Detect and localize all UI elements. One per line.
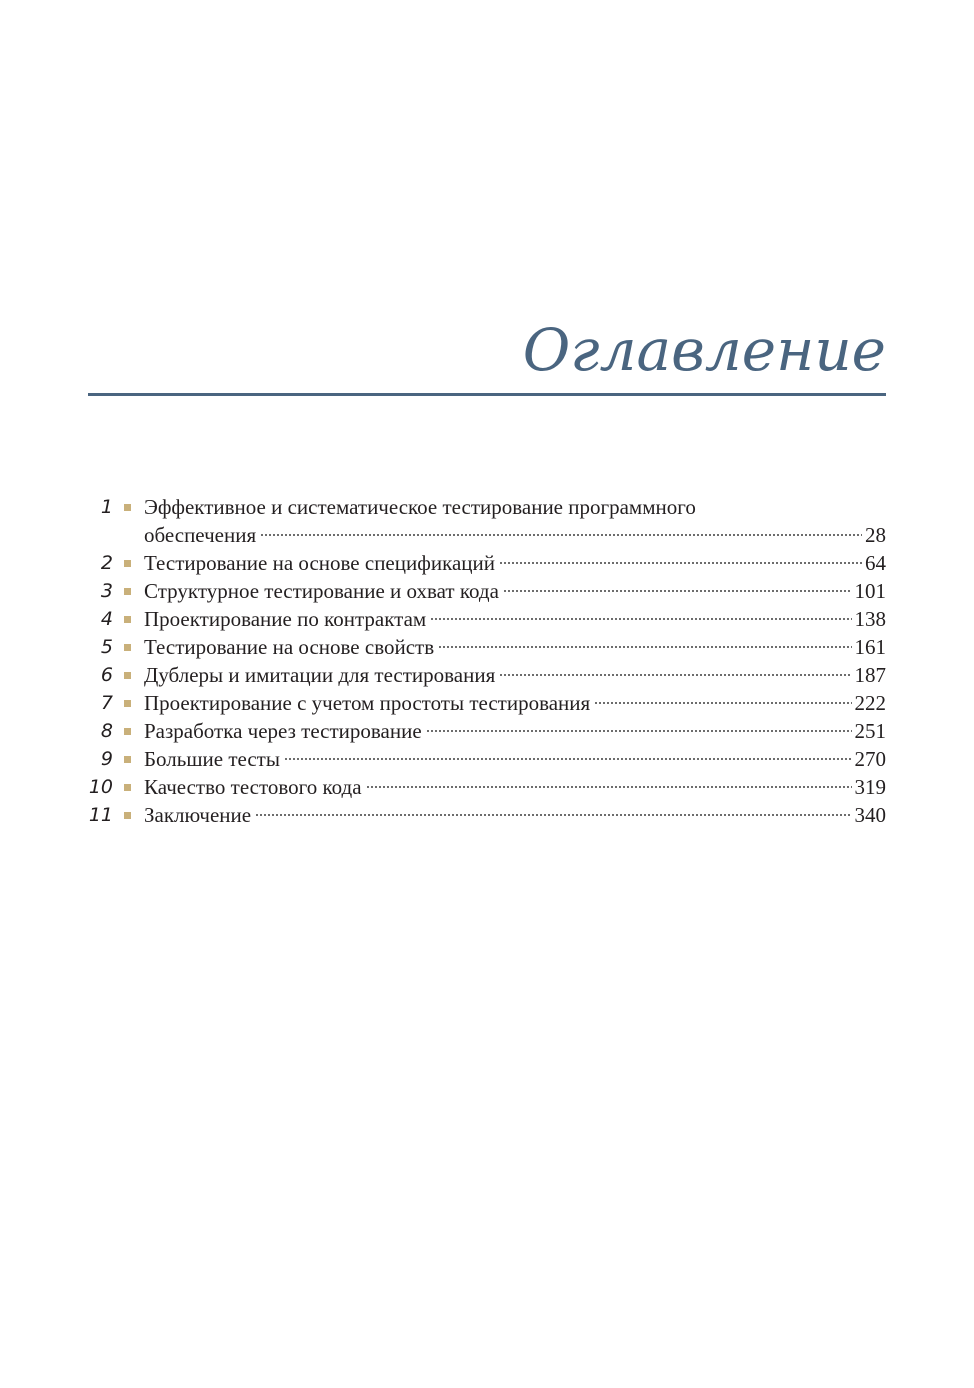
chapter-number: 11	[88, 804, 113, 826]
chapter-title: Тестирование на основе свойств	[144, 635, 435, 659]
dot-leader	[594, 699, 851, 705]
toc-entry-10[interactable]	[88, 773, 886, 801]
square-bullet-icon	[124, 700, 131, 707]
dot-leader	[430, 615, 851, 621]
toc-entry-8[interactable]	[88, 717, 886, 745]
toc-entry-4[interactable]	[88, 605, 886, 633]
dot-leader	[438, 643, 851, 649]
chapter-number: 6	[100, 664, 113, 686]
chapter-number: 5	[100, 636, 113, 658]
chapter-title: Дублеры и имитации для тестирования	[144, 663, 496, 687]
square-bullet-icon	[124, 588, 131, 595]
toc-entry-7[interactable]	[88, 689, 886, 717]
square-bullet-icon	[124, 616, 131, 623]
toc-entry-3[interactable]	[88, 577, 886, 605]
chapter-number: 7	[100, 692, 113, 714]
chapter-title: Проектирование по контрактам	[144, 607, 427, 631]
toc-entry-5[interactable]	[88, 633, 886, 661]
chapter-title: Проектирование с учетом простоты тестирования	[144, 691, 591, 715]
dot-leader	[366, 783, 852, 789]
page-number: 270	[854, 747, 886, 771]
page-title: Оглавление	[522, 316, 886, 384]
chapter-number: 1	[100, 496, 113, 518]
chapter-title: Большие тесты	[144, 747, 280, 771]
page-number: 64	[865, 551, 886, 575]
square-bullet-icon	[124, 812, 131, 819]
page-number: 138	[854, 607, 886, 631]
page-number: 319	[854, 775, 886, 799]
square-bullet-icon	[124, 672, 131, 679]
square-bullet-icon	[124, 728, 131, 735]
square-bullet-icon	[124, 504, 131, 511]
chapter-title-first-line: Эффективное и систематическое тестирование программного	[144, 495, 696, 519]
chapter-title: Заключение	[144, 803, 252, 827]
toc-entry-9[interactable]	[88, 745, 886, 773]
page-number: 187	[854, 663, 886, 687]
chapter-title: Тестирование на основе спецификаций	[144, 551, 495, 575]
chapter-title: Структурное тестирование и охват кода	[144, 579, 499, 603]
chapter-number: 8	[100, 720, 113, 742]
page-number: 28	[865, 523, 886, 547]
toc-entry-11[interactable]	[88, 801, 886, 829]
square-bullet-icon	[124, 560, 131, 567]
page-number: 101	[854, 579, 886, 603]
chapter-number: 4	[100, 608, 113, 630]
page-number: 161	[854, 635, 886, 659]
page-number: 340	[854, 803, 886, 827]
dot-leader	[255, 811, 851, 817]
dot-leader	[284, 755, 852, 761]
toc-entry-6[interactable]	[88, 661, 886, 689]
chapter-number: 2	[100, 552, 113, 574]
chapter-title: обеспечения	[144, 523, 257, 547]
dot-leader	[503, 587, 852, 593]
chapter-number: 9	[100, 748, 113, 770]
toc-entry-2[interactable]	[88, 549, 886, 577]
dot-leader	[499, 671, 851, 677]
chapter-title: Качество тестового кода	[144, 775, 362, 799]
dot-leader	[426, 727, 852, 733]
square-bullet-icon	[124, 644, 131, 651]
chapter-title: Разработка через тестирование	[144, 719, 422, 743]
chapter-number: 3	[100, 580, 113, 602]
table-of-contents	[88, 493, 886, 829]
toc-entry-1[interactable]	[88, 493, 886, 549]
page-number: 222	[854, 691, 886, 715]
square-bullet-icon	[124, 756, 131, 763]
title-divider	[88, 393, 886, 396]
dot-leader	[499, 559, 862, 565]
page-number: 251	[854, 719, 886, 743]
square-bullet-icon	[124, 784, 131, 791]
dot-leader	[260, 531, 862, 537]
chapter-number: 10	[88, 776, 113, 798]
